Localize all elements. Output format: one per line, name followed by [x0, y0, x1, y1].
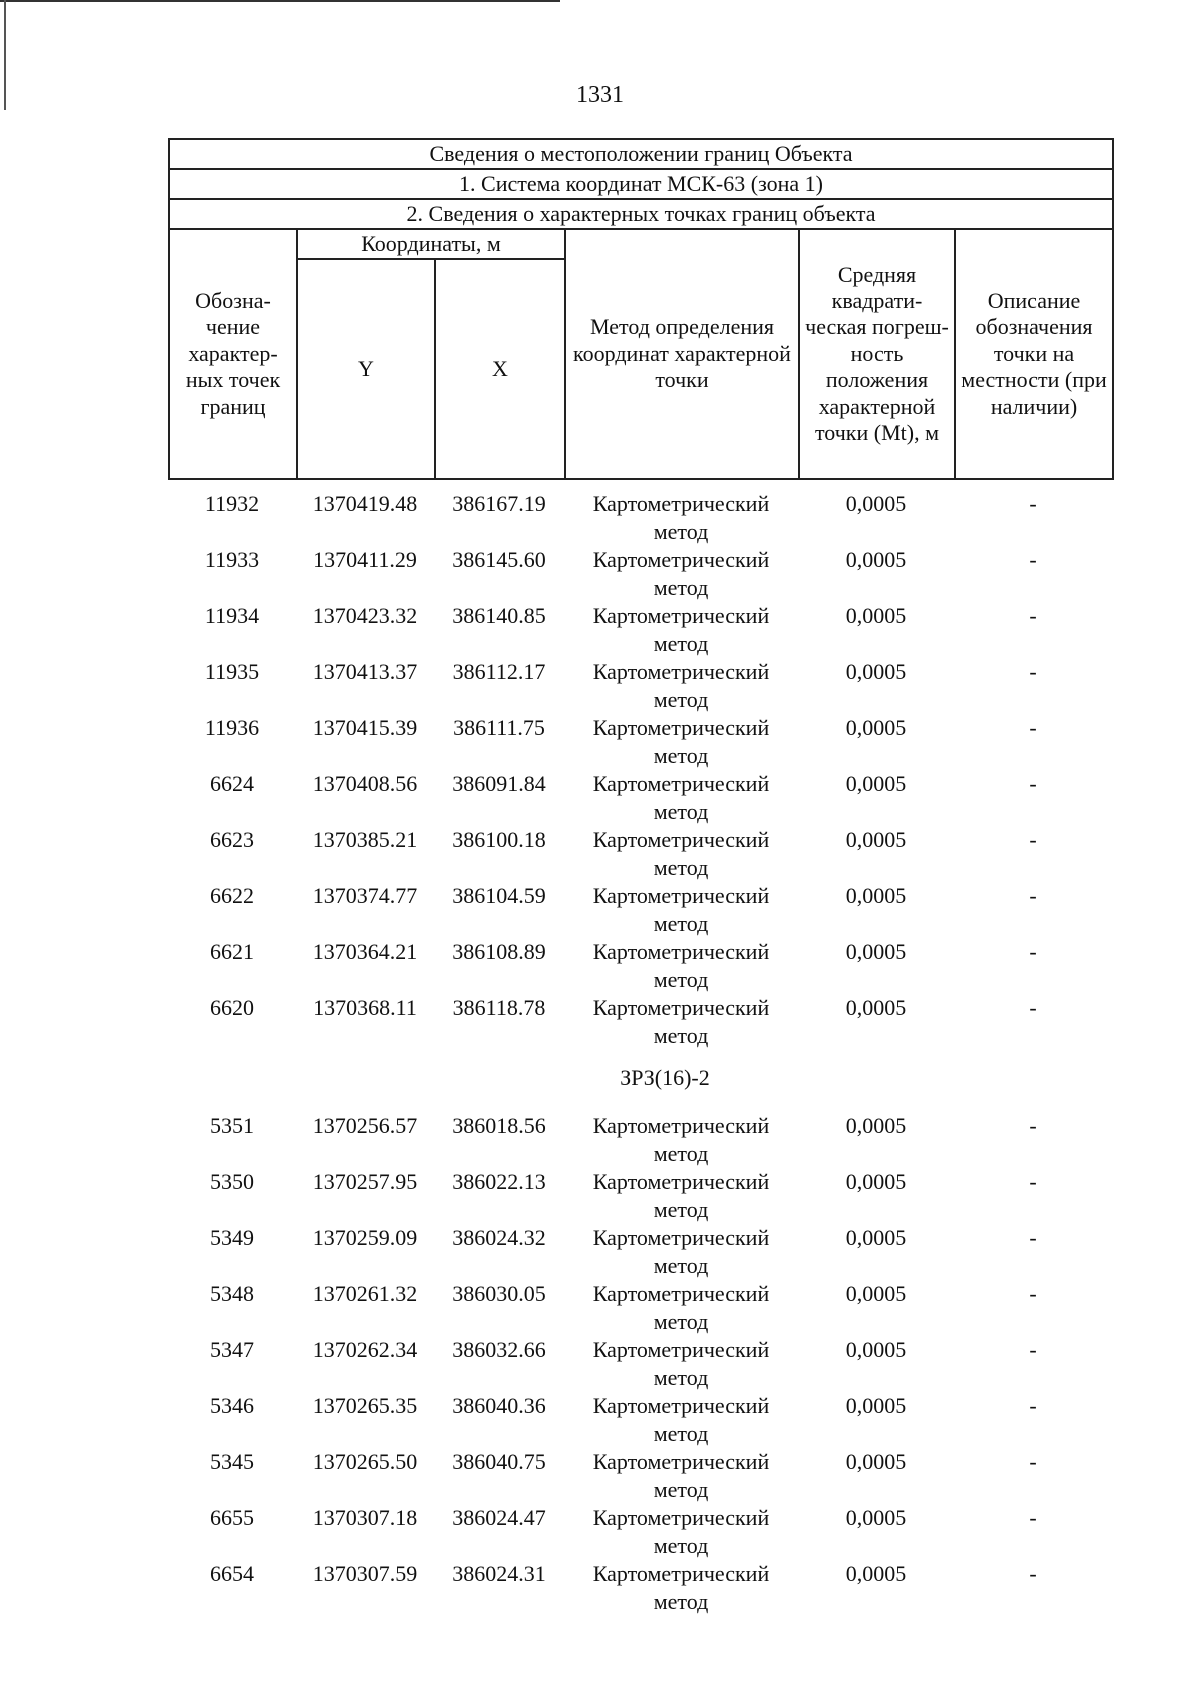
table-row [168, 1448, 1112, 1504]
mean-error: 0,0005 [845, 1505, 907, 1530]
table-row [168, 1560, 1112, 1616]
table-row [168, 1168, 1112, 1224]
top-rule-line [0, 0, 560, 2]
section-heading: 2. Сведения о характерных точках границ объекта [169, 199, 1113, 229]
table-row [168, 770, 1112, 826]
coordinate-y: 1370411.29 [313, 547, 417, 572]
coordinate-y: 1370423.32 [312, 603, 418, 628]
header-x: X [435, 259, 565, 479]
coordinate-y: 1370408.56 [312, 771, 418, 796]
mean-error: 0,0005 [845, 547, 907, 572]
coordinate-x: 386040.36 [452, 1393, 546, 1418]
table-row [168, 658, 1112, 714]
method: Картометрический метод [592, 1281, 770, 1334]
description: - [1029, 1169, 1037, 1194]
coordinate-y: 1370265.35 [312, 1393, 418, 1418]
table-row [168, 994, 1112, 1050]
mean-error: 0,0005 [845, 883, 907, 908]
coordinate-y: 1370259.09 [312, 1225, 418, 1250]
table-row [168, 1280, 1112, 1336]
mean-error: 0,0005 [845, 1449, 907, 1474]
method: Картометрический метод [592, 1113, 770, 1166]
point-number: 6621 [210, 939, 254, 964]
table-row [168, 1112, 1112, 1168]
method: Картометрический метод [592, 827, 770, 880]
description: - [1029, 939, 1037, 964]
method: Картометрический метод [592, 1505, 770, 1558]
coordinate-x: 386104.59 [452, 883, 546, 908]
description: - [1029, 1281, 1037, 1306]
coordinate-x: 386091.84 [452, 771, 546, 796]
coordinate-system: 1. Система координат МСК-63 (зона 1) [169, 169, 1113, 199]
coordinate-x: 386100.18 [452, 827, 546, 852]
method: Картометрический метод [592, 1337, 770, 1390]
table-row [168, 882, 1112, 938]
method: Картометрический метод [592, 603, 770, 656]
mean-error: 0,0005 [845, 1337, 907, 1362]
coordinates-header-table [168, 138, 1114, 480]
method: Картометрический метод [592, 715, 770, 768]
coordinate-x: 386040.75 [452, 1449, 546, 1474]
coordinate-x: 386030.05 [452, 1281, 546, 1306]
description: - [1029, 1225, 1037, 1250]
header-coordinates: Координаты, м [297, 229, 565, 259]
point-number: 11934 [204, 603, 260, 628]
coordinate-x: 386024.31 [452, 1561, 546, 1586]
point-number: 11932 [204, 491, 260, 516]
method: Картометрический метод [592, 547, 770, 600]
description: - [1029, 1393, 1037, 1418]
coordinate-x: 386111.75 [453, 715, 545, 740]
coordinate-y: 1370415.39 [312, 715, 418, 740]
coordinate-y: 1370256.57 [312, 1113, 418, 1138]
point-number: 11935 [204, 659, 260, 684]
table-row [168, 490, 1112, 546]
method: Картометрический метод [592, 771, 770, 824]
coordinate-y: 1370385.21 [312, 827, 418, 852]
coordinate-x: 386024.32 [452, 1225, 546, 1250]
mean-error: 0,0005 [845, 771, 907, 796]
coordinate-y: 1370261.32 [312, 1281, 418, 1306]
point-number: 6623 [210, 827, 254, 852]
coordinate-x: 386032.66 [452, 1337, 546, 1362]
header-description: Описание обозначения точки на местности (при наличии) [955, 229, 1113, 479]
mean-error: 0,0005 [845, 1113, 907, 1138]
description: - [1029, 603, 1037, 628]
coordinate-x: 386024.47 [452, 1505, 546, 1530]
mean-error: 0,0005 [845, 939, 907, 964]
coordinate-x: 386145.60 [452, 547, 546, 572]
mean-error: 0,0005 [845, 995, 907, 1020]
point-number: 5347 [210, 1337, 254, 1362]
point-number: 6620 [210, 995, 254, 1020]
method: Картометрический метод [592, 939, 770, 992]
description: - [1029, 1113, 1037, 1138]
mean-error: 0,0005 [845, 1393, 907, 1418]
coordinate-y: 1370307.59 [312, 1561, 418, 1586]
page-number: 1331 [576, 82, 624, 108]
mean-error: 0,0005 [845, 1561, 907, 1586]
header-point-designation: Обозна-чение характер-ных точек границ [169, 229, 297, 479]
description: - [1029, 771, 1037, 796]
mean-error: 0,0005 [845, 715, 907, 740]
table-row [168, 602, 1112, 658]
zone-label: ЗРЗ(16)-2 [620, 1065, 710, 1090]
points-list [168, 490, 1112, 1616]
table-row [168, 1392, 1112, 1448]
point-number: 5350 [210, 1169, 254, 1194]
coordinate-y: 1370262.34 [312, 1337, 418, 1362]
mean-error: 0,0005 [845, 603, 907, 628]
coordinate-y: 1370374.77 [312, 883, 418, 908]
coordinate-x: 386022.13 [452, 1169, 546, 1194]
table-row [168, 714, 1112, 770]
point-number: 11933 [204, 547, 260, 572]
coordinate-x: 386167.19 [452, 491, 546, 516]
coordinate-x: 386140.85 [452, 603, 546, 628]
description: - [1029, 547, 1037, 572]
point-number: 6655 [210, 1505, 254, 1530]
point-number: 5351 [210, 1113, 254, 1138]
description: - [1029, 491, 1037, 516]
coordinate-y: 1370307.18 [312, 1505, 418, 1530]
mean-error: 0,0005 [845, 659, 907, 684]
point-number: 5349 [210, 1225, 254, 1250]
description: - [1029, 995, 1037, 1020]
point-number: 5348 [210, 1281, 254, 1306]
method: Картометрический метод [592, 1169, 770, 1222]
mean-error: 0,0005 [845, 827, 907, 852]
point-number: 11936 [204, 715, 260, 740]
description: - [1029, 883, 1037, 908]
method: Картометрический метод [592, 1225, 770, 1278]
mean-error: 0,0005 [845, 1225, 907, 1250]
coordinate-x: 386018.56 [452, 1113, 546, 1138]
coordinate-y: 1370257.95 [312, 1169, 418, 1194]
mean-error: 0,0005 [845, 491, 907, 516]
table-row [168, 1336, 1112, 1392]
method: Картометрический метод [592, 1393, 770, 1446]
header-method: Метод определения координат характерной точки [565, 229, 799, 479]
mean-error: 0,0005 [845, 1169, 907, 1194]
coordinate-x: 386118.78 [452, 995, 546, 1020]
method: Картометрический метод [592, 1561, 770, 1614]
point-number: 5345 [210, 1449, 254, 1474]
point-number: 6622 [210, 883, 254, 908]
points-group-1 [168, 490, 1112, 1050]
coordinate-x: 386112.17 [452, 659, 546, 684]
coordinate-y: 1370413.37 [312, 659, 418, 684]
coordinate-y: 1370368.11 [313, 995, 417, 1020]
header-y: Y [297, 259, 435, 479]
coordinate-x: 386108.89 [452, 939, 546, 964]
table-row [168, 938, 1112, 994]
point-number: 5346 [210, 1393, 254, 1418]
coordinate-y: 1370265.50 [312, 1449, 418, 1474]
mean-error: 0,0005 [845, 1281, 907, 1306]
point-number: 6624 [210, 771, 254, 796]
method: Картометрический метод [592, 995, 770, 1048]
table-row [168, 1224, 1112, 1280]
method: Картометрический метод [592, 1449, 770, 1502]
description: - [1029, 1337, 1037, 1362]
table-row [168, 546, 1112, 602]
coordinate-y: 1370419.48 [312, 491, 418, 516]
method: Картометрический метод [592, 883, 770, 936]
description: - [1029, 1449, 1037, 1474]
description: - [1029, 1561, 1037, 1586]
table-title: Сведения о местоположении границ Объекта [169, 139, 1113, 169]
method: Картометрический метод [592, 491, 770, 544]
table-row [168, 826, 1112, 882]
description: - [1029, 659, 1037, 684]
description: - [1029, 827, 1037, 852]
points-group-2 [168, 1112, 1112, 1616]
description: - [1029, 715, 1037, 740]
coordinate-y: 1370364.21 [312, 939, 418, 964]
method: Картометрический метод [592, 659, 770, 712]
header-mean-error: Средняя квадрати-ческая погреш-ность положения характерной точки (Mt), м [799, 229, 955, 479]
point-number: 6654 [210, 1561, 254, 1586]
description: - [1029, 1505, 1037, 1530]
table-row [168, 1504, 1112, 1560]
